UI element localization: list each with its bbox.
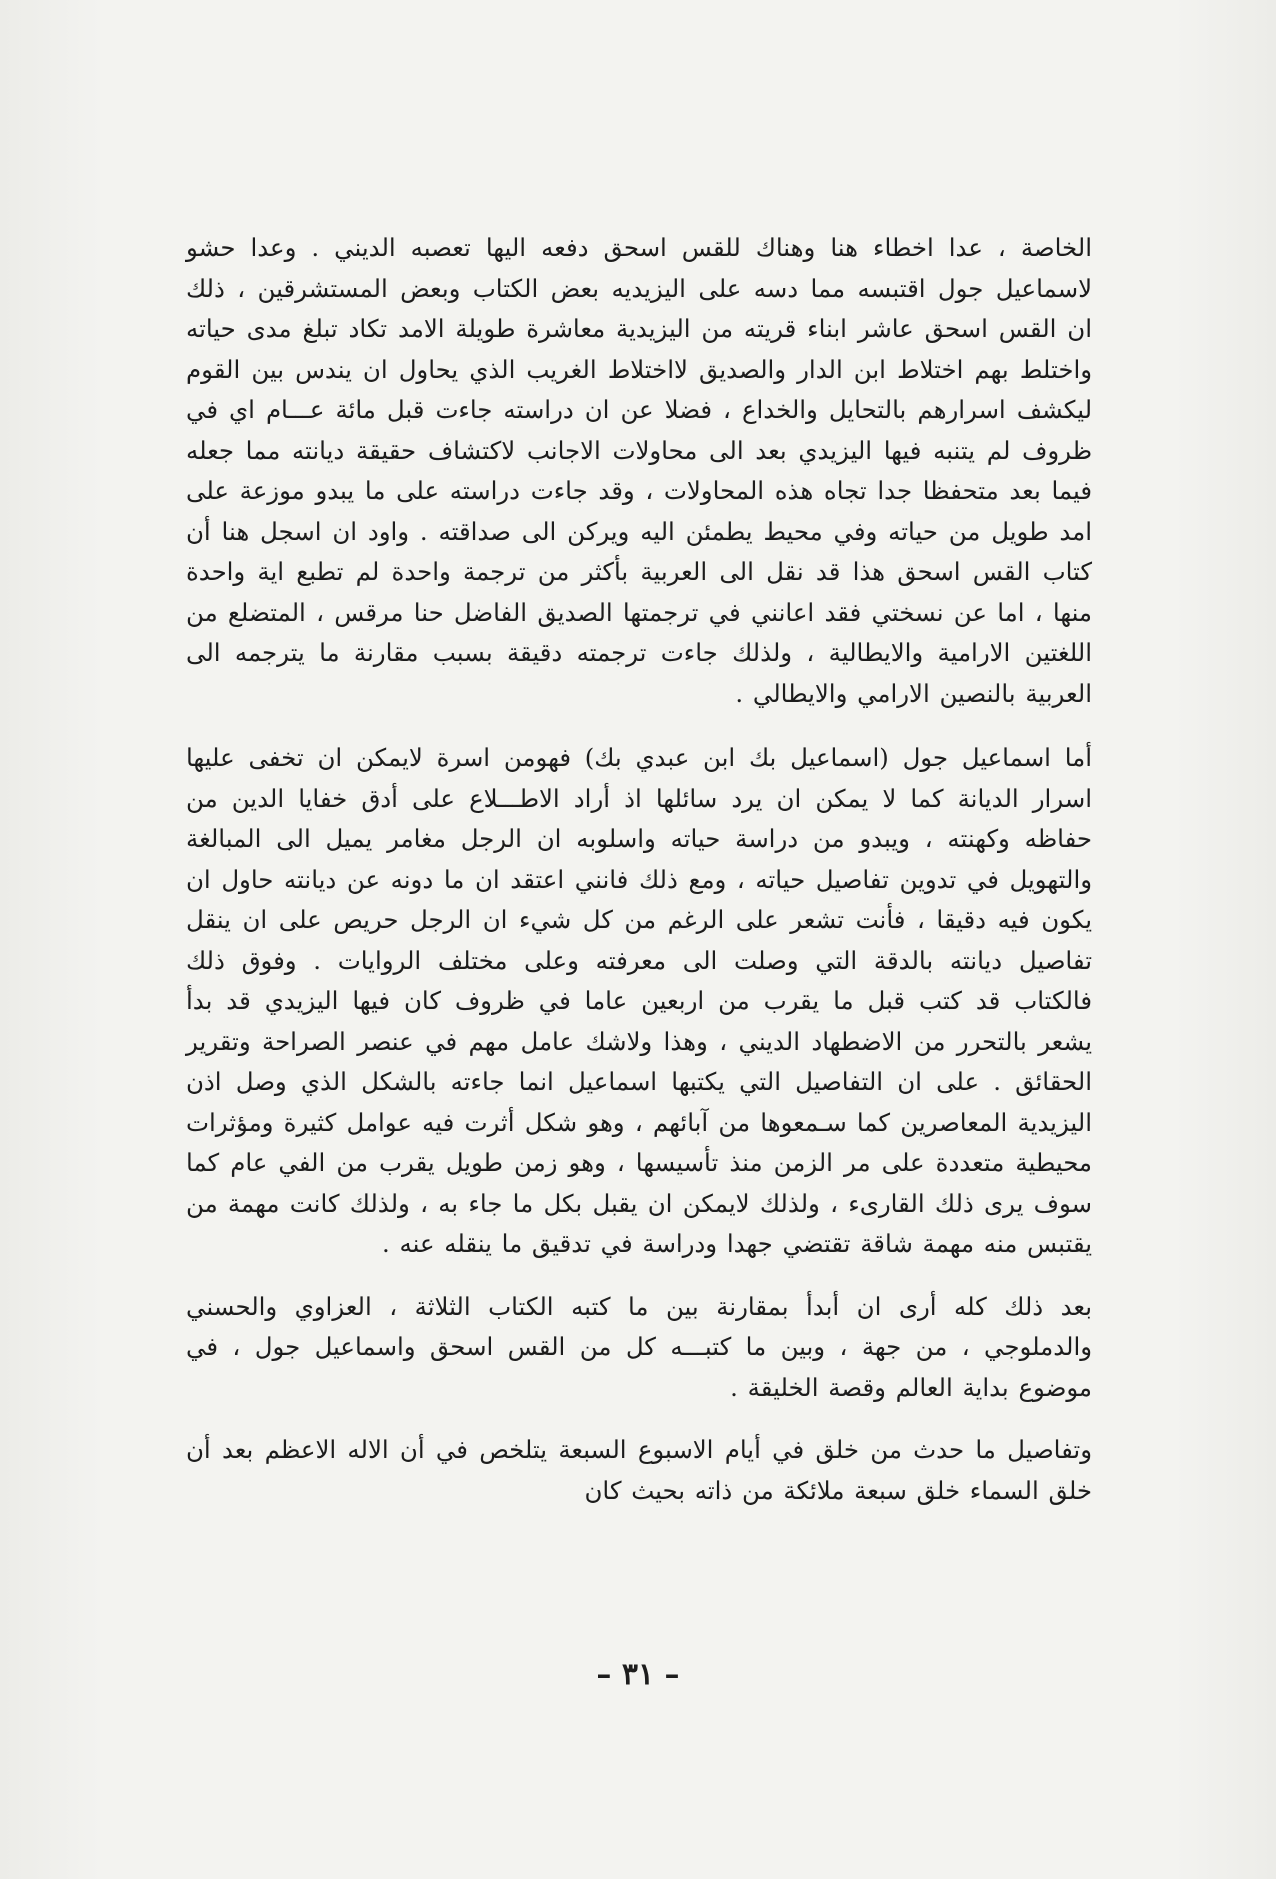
page-number: – ٣١ – (596, 1657, 680, 1692)
paragraph-1: الخاصة ، عدا اخطاء هنا وهناك للقس اسحق دفعه اليها تعصبه الديني . وعدا حشو لاسماعيل جول اقتبسه مما دسه على اليزيديه بعض الكتاب وبعض المستشرقين ، ذلك ان القس اسحق عاشر ابناء قريته من اليزيدية معاشرة طويلة الامد تكاد تبلغ مدى حياته واختلط بهم اختلاط ابن الدار والصديق لااختلاط الغريب الذي يحاول ان يندس بين القوم ليكشف اسرارهم بالتحايل والخداع ، فضلا عن ان دراسته جاءت قبل مائة عـــام اي في ظروف لم يتنبه فيها اليزيدي بعد الى محاولات الاجانب لاكتشاف حقيقة ديانته مما جعله فيما بعد متحفظا جدا تجاه هذه المحاولات ، وقد جاءت دراسته على ما يبدو موزعة على امد طويل من حياته وفي محيط يطمئن اليه ويركن الى صداقته . واود ان اسجل هنا أن كتاب القس اسحق هذا قد نقل الى العربية بأكثر من ترجمة واحدة لم تطبع اية واحدة منها ، اما عن نسختي فقد اعانني في ترجمتها الصديق الفاضل حنا مرقس ، المتضلع من اللغتين الارامية والايطالية ، ولذلك جاءت ترجمته دقيقة بسبب مقارنة ما يترجمه الى العربية بالنصين الارامي والايطالي . (186, 233, 1092, 708)
paragraph-3: بعد ذلك كله أرى ان أبدأ بمقارنة بين ما كتبه الكتاب الثلاثة ، العزاوي والحسني والدملوجي ، من جهة ، وبين ما كتبـــه كل من القس اسحق واسماعيل جول ، في موضوع بداية العالم وقصة الخليقة . (186, 1291, 1092, 1402)
body-text (186, 228, 1092, 1511)
paragraph-4: وتفاصيل ما حدث من خلق في أيام الاسبوع السبعة يتلخص في أن الاله الاعظم بعد أن خلق السماء خلق سبعة ملائكة من ذاته بحيث كان (186, 1435, 1092, 1505)
paragraph-2: أما اسماعيل جول (اسماعيل بك ابن عبدي بك) فهومن اسرة لايمكن ان تخفى عليها اسرار الديانة كما لا يمكن ان يرد سائلها اذ أراد الاطـــلاع على أدق خفايا الدين من حفاظه وكهنته ، ويبدو من دراسة حياته واسلوبه ان الرجل مغامر يميل الى المبالغة والتهويل في تدوين تفاصيل حياته ، ومع ذلك فانني اعتقد ان ما دونه عن ديانته حاول ان يكون فيه دقيقا ، فأنت تشعر على الرغم من كل شيء ان الرجل حريص على ان ينقل تفاصيل ديانته بالدقة التي وصلت الى معرفته وعلى مختلف الروايات . وفوق ذلك فالكتاب قد كتب قبل ما يقرب من اربعين عاما في ظروف كان فيها اليزيدي قد بدأ يشعر بالتحرر من الاضطهاد الديني ، وهذا ولاشك عامل مهم في عنصر الصراحة وتقرير الحقائق . على ان التفاصيل التي يكتبها اسماعيل انما جاءته بالشكل الذي وصل اذن اليزيدية المعاصرين كما سـمعوها من آبائهم ، وهو شكل أثرت فيه عوامل كثيرة ومؤثرات محيطية متعددة على مر الزمن منذ تأسيسها ، وهو زمن طويل يقرب من الفي عام كما سوف يرى ذلك القارىء ، ولذلك لايمكن ان يقبل بكل ما جاء به ، ولذلك كانت مهمة من يقتبس منه مهمة شاقة تقتضي جهدا ودراسة في تدقيق ما ينقله عنه . (186, 743, 1092, 1258)
